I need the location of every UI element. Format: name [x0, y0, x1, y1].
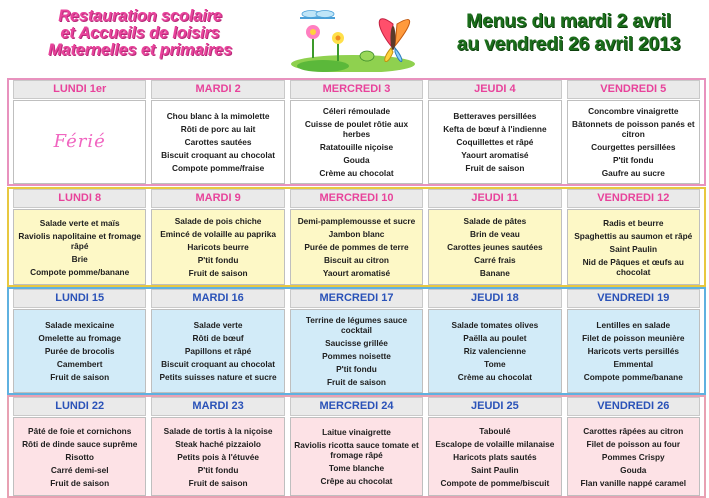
menu-item: P'tit fondu [336, 364, 377, 374]
day-column [428, 80, 561, 184]
menu-item: Gaufre au sucre [601, 168, 665, 178]
day-column [13, 397, 146, 496]
menu-item: Omelette au fromage [38, 333, 121, 343]
menu-item: Salade de tortis à la niçoise [163, 425, 273, 436]
menu-item: Concombre vinaigrette [588, 106, 679, 116]
menu-item: Chou blanc à la mimolette [166, 111, 270, 121]
menu-item: Courgettes persillées [591, 142, 676, 152]
day-menu [290, 100, 423, 184]
menu-item: Raviolis napolitaine et fromage râpé [18, 230, 142, 251]
menu-item: Banane [479, 268, 510, 278]
day-header: LUNDI 8 [13, 189, 146, 208]
day-column [567, 80, 700, 184]
day-column [13, 80, 146, 184]
menu-item: Cuisse de poulet rôtie aux herbes [304, 119, 409, 139]
day-column [151, 80, 284, 184]
title-line: Restauration scolaire [58, 7, 222, 25]
menu-item: Camembert [56, 359, 103, 369]
title-line: Maternelles et primaires [47, 41, 233, 59]
menu-item: Carré frais [474, 255, 516, 265]
menu-item: Salade verte [193, 320, 243, 330]
menu-item: Escalope de volaille milanaise [435, 438, 555, 449]
menu-item: Filet de poisson meunière [582, 333, 685, 343]
day-header: MARDI 23 [151, 397, 284, 416]
menu-item: Salade de pâtes [463, 216, 527, 226]
menu-item: Fruit de saison [188, 268, 248, 278]
menu-item: Rôti de dinde sauce suprême [22, 438, 138, 449]
day-column [290, 397, 423, 496]
menu-item: Spaghettis au saumon et râpé [574, 230, 693, 241]
day-header: VENDREDI 5 [567, 80, 700, 99]
menu-item: Compote de pomme/biscuit [440, 477, 550, 488]
menu-item: Carottes sautées [184, 137, 252, 147]
menu-item: Carré demi-sel [50, 464, 109, 475]
menu-item: Crêpe au chocolat [320, 476, 393, 486]
day-menu [13, 309, 146, 393]
day-header: JEUDI 25 [428, 397, 561, 416]
menu-item: Saint Paulin [609, 243, 658, 254]
day-menu [567, 417, 700, 496]
day-header: MARDI 2 [151, 80, 284, 99]
menu-item: Tome [484, 359, 506, 369]
menu-item: Carottes râpées au citron [583, 425, 684, 436]
menu-item: Riz valencienne [463, 346, 527, 356]
day-menu [428, 100, 561, 184]
day-header: MERCREDI 24 [290, 397, 423, 416]
day-header: JEUDI 4 [428, 80, 561, 99]
menu-item: Brie [71, 253, 88, 264]
menu-item: Terrine de légumes sauce cocktail [305, 315, 408, 335]
menu-item: Demi-pamplemousse et sucre [297, 216, 416, 226]
menu-item: Fruit de saison [50, 372, 110, 382]
menu-item: Purée de pommes de terre [304, 242, 409, 252]
day-column [290, 289, 423, 393]
day-column [428, 397, 561, 496]
menu-item: Haricots beurre [187, 242, 249, 252]
menu-item: Crème au chocolat [457, 372, 533, 382]
day-column [290, 189, 423, 285]
menu-item: Flan vanille nappé caramel [580, 477, 687, 488]
menu-item: Gouda [343, 155, 370, 165]
day-menu [151, 209, 284, 285]
week-block [7, 395, 706, 498]
menu-item: Petits pois à l'étuvée [177, 451, 259, 462]
holiday-note: Férié [53, 131, 106, 152]
menu-item: Emmental [613, 359, 654, 369]
menu-item: P'tit fondu [612, 155, 654, 165]
menu-item: Haricots verts persillés [587, 346, 679, 356]
day-column [567, 289, 700, 393]
menu-item: Céleri rémoulade [322, 106, 391, 116]
day-column [151, 289, 284, 393]
menu-item: Taboulé [479, 425, 511, 436]
menu-item: Biscuit au citron [323, 255, 389, 265]
day-menu [290, 309, 423, 393]
menu-item: Compote pomme/fraise [171, 163, 265, 173]
menu-item: Haricots plats sautés [453, 451, 537, 462]
flowers-butterfly-illustration [283, 6, 423, 72]
menu-item: Pommes noisette [322, 351, 391, 361]
menu-item: Rôti de porc au lait [180, 124, 256, 134]
menu-item: Rôti de bœuf [192, 333, 244, 343]
day-menu [13, 100, 146, 184]
menu-item: Fruit de saison [326, 377, 386, 387]
menu-item: Laitue vinaigrette [322, 427, 391, 437]
day-header: LUNDI 15 [13, 289, 146, 308]
menu-item: Papillons et râpé [184, 346, 252, 356]
day-column [428, 289, 561, 393]
day-column [13, 289, 146, 393]
menu-item: P'tit fondu [197, 255, 239, 265]
day-menu [567, 100, 700, 184]
menu-item: Purée de brocolis [44, 346, 115, 356]
day-header: MERCREDI 10 [290, 189, 423, 208]
title-line: et Accueils de loisirs [60, 24, 220, 42]
menu-item: Pâté de foie et cornichons [28, 425, 132, 436]
day-menu [290, 209, 423, 285]
day-column [13, 189, 146, 285]
title-line: au vendredi 26 avril 2013 [456, 33, 681, 55]
title-line: Menus du mardi 2 avril [466, 10, 671, 32]
menu-item: Salade de pois chiche [174, 216, 262, 226]
day-column [290, 80, 423, 184]
menu-item: Salade verte et maïs [39, 217, 120, 228]
day-menu [13, 209, 146, 285]
menu-item: Yaourt aromatisé [461, 150, 529, 160]
menu-item: Fruit de saison [465, 163, 525, 173]
day-header: VENDREDI 19 [567, 289, 700, 308]
menu-item: Kefta de bœuf à l'indienne [443, 124, 547, 134]
day-column [428, 189, 561, 285]
day-header: LUNDI 22 [13, 397, 146, 416]
menu-item: Salade mexicaine [45, 320, 115, 330]
menu-period-title [428, 10, 709, 56]
menu-item: Emincé de volaille au paprika [160, 229, 276, 239]
day-column [567, 189, 700, 285]
day-menu [151, 309, 284, 393]
day-header: LUNDI 1er [13, 80, 146, 99]
menu-item: Nid de Pâques et œufs au chocolat [582, 256, 684, 277]
day-header: MARDI 9 [151, 189, 284, 208]
menu-item: Compote pomme/banane [583, 372, 683, 382]
menu-item: Coquillettes et râpé [456, 137, 534, 147]
menu-item: Jambon blanc [328, 229, 385, 239]
menu-item: Saint Paulin [471, 464, 519, 475]
menu-item: Fruit de saison [188, 477, 248, 488]
day-menu [428, 309, 561, 393]
menu-item: Fruit de saison [50, 477, 110, 488]
day-column [567, 397, 700, 496]
week-block [7, 78, 706, 186]
day-header: MERCREDI 3 [290, 80, 423, 99]
day-menu [13, 417, 146, 496]
menu-item: Salade tomates olives [451, 320, 539, 330]
menu-item: Crème au chocolat [319, 168, 394, 178]
menu-item: Yaourt aromatisé [322, 268, 391, 278]
menu-item: Filet de poisson au four [586, 438, 681, 449]
day-menu [290, 417, 423, 496]
menu-item: Gouda [620, 464, 647, 475]
menu-item: Betteraves persillées [453, 111, 537, 121]
day-header: MARDI 16 [151, 289, 284, 308]
day-header: VENDREDI 12 [567, 189, 700, 208]
menu-item: Compote pomme/banane [30, 266, 130, 277]
menu-item: Steak haché pizzaiolo [175, 438, 261, 449]
day-menu [428, 417, 561, 496]
day-menu [428, 209, 561, 285]
menu-item: Tome blanche [328, 463, 385, 473]
menu-item: Ratatouille niçoise [319, 142, 394, 152]
menu-item: Pommes Crispy [601, 451, 665, 462]
menu-item: Paëlla au poulet [463, 333, 527, 343]
menu-item: Saucisse grillée [325, 338, 388, 348]
day-menu [567, 309, 700, 393]
organization-title [20, 8, 260, 59]
menu-item: Risotto [65, 451, 94, 462]
day-column [151, 397, 284, 496]
day-header: MERCREDI 17 [290, 289, 423, 308]
day-menu [151, 417, 284, 496]
day-header: VENDREDI 26 [567, 397, 700, 416]
day-column [151, 189, 284, 285]
menu-item: Biscuit croquant au chocolat [161, 359, 276, 369]
menu-item: Lentilles en salade [596, 320, 671, 330]
menu-item: Brin de veau [469, 229, 520, 239]
menu-item: Raviolis ricotta sauce tomate et fromage râpé [294, 440, 419, 460]
day-menu [567, 209, 700, 285]
menu-item: Carottes jeunes sautées [447, 242, 543, 252]
week-block [7, 187, 706, 287]
day-header: JEUDI 11 [428, 189, 561, 208]
menu-item: Petits suisses nature et sucre [159, 372, 277, 382]
day-menu [151, 100, 284, 184]
menu-item: Radis et beurre [603, 217, 664, 228]
menu-item: P'tit fondu [197, 464, 239, 475]
day-header: JEUDI 18 [428, 289, 561, 308]
week-block [7, 287, 706, 395]
menu-item: Bâtonnets de poisson panés et citron [571, 119, 695, 139]
menu-item: Biscuit croquant au chocolat [161, 150, 276, 160]
